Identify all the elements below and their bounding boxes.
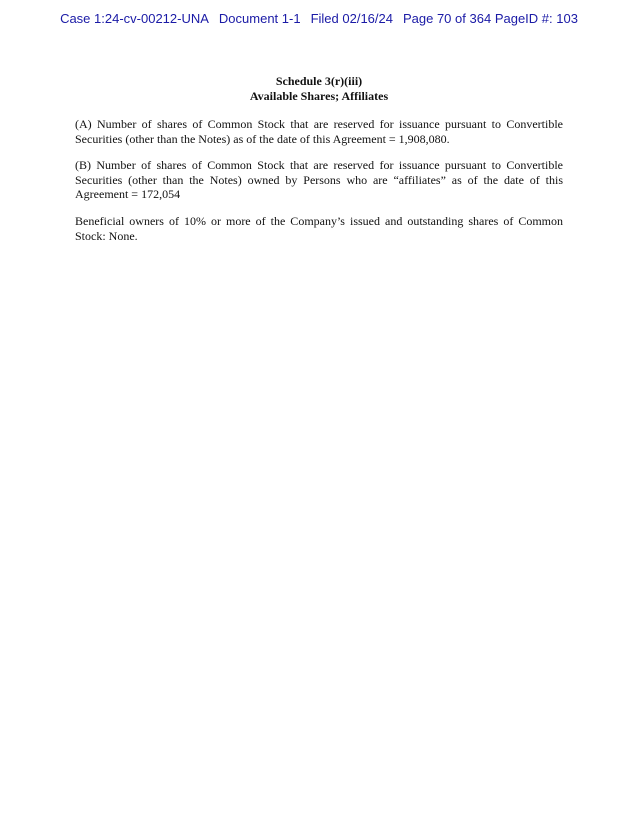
page-count: Page 70 of 364: [402, 11, 492, 26]
schedule-title: [75, 74, 563, 104]
filed-date: Filed 02/16/24: [310, 11, 393, 26]
paragraph-beneficial-owners: Beneficial owners of 10% or more of the Company’s issued and outstanding shares of Common Stock: None.: [75, 213, 563, 243]
document-body: [75, 74, 563, 243]
schedule-title-line-2: Available Shares; Affiliates: [249, 89, 389, 103]
page-id: PageID #: 103: [494, 11, 578, 26]
paragraph-affiliate-shares: (B) Number of shares of Common Stock that are reserved for issuance pursuant to Convertible Securities (other than the Notes) owned by Persons who are “affiliates” as of the date of this Agreement = 172,054: [75, 158, 563, 202]
case-number: Case 1:24-cv-00212-UNA: [60, 11, 209, 26]
court-filing-header: [0, 11, 638, 26]
document-number: Document 1-1: [218, 11, 301, 26]
paragraph-reserved-shares: (A) Number of shares of Common Stock that are reserved for issuance pursuant to Convertible Securities (other than the Notes) as of the date of this Agreement = 1,908,080.: [75, 117, 563, 146]
schedule-title-line-1: Schedule 3(r)(iii): [275, 74, 363, 88]
